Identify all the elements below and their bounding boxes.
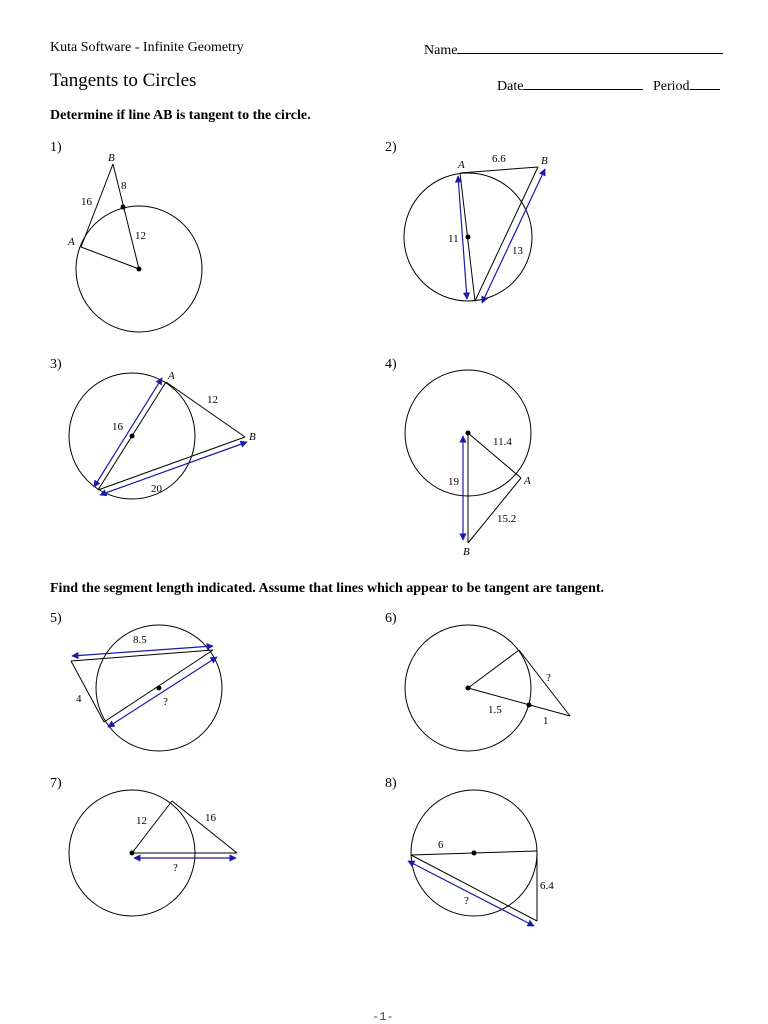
p3-label-b: B bbox=[249, 431, 256, 443]
p3-label-secant: 20 bbox=[151, 483, 162, 495]
page-title: Tangents to Circles bbox=[50, 70, 197, 91]
p2-label-diameter: 11 bbox=[448, 233, 459, 245]
p5-label-top: 8.5 bbox=[133, 634, 147, 646]
p8-label-unknown: ? bbox=[464, 895, 469, 907]
section2-instruction: Find the segment length indicated. Assume that lines which appear to be tangent are tangent. bbox=[50, 581, 605, 596]
problem-number-4: 4) bbox=[385, 357, 397, 372]
p2-label-ab: 6.6 bbox=[492, 153, 506, 165]
p1-label-ab: 16 bbox=[81, 196, 92, 208]
p1-label-b: B bbox=[108, 152, 115, 164]
p3-label-diameter: 16 bbox=[112, 421, 123, 433]
page-number: -1- bbox=[372, 1010, 394, 1024]
date-label: Date bbox=[497, 79, 524, 94]
problem-number-6: 6) bbox=[385, 611, 397, 626]
p1-label-b-to-circle: 8 bbox=[121, 180, 127, 192]
problem-number-1: 1) bbox=[50, 140, 62, 155]
p8-label-radius: 6 bbox=[438, 839, 444, 851]
p5-label-unknown: ? bbox=[163, 696, 168, 708]
p4-label-top: 11.4 bbox=[493, 436, 512, 448]
publisher-label: Kuta Software - Infinite Geometry bbox=[50, 40, 244, 55]
p3-label-a: A bbox=[168, 370, 175, 382]
problem-number-5: 5) bbox=[50, 611, 62, 626]
p4-label-ab: 15.2 bbox=[497, 513, 517, 525]
p8-label-outside: 6.4 bbox=[540, 880, 554, 892]
section1-instruction: Determine if line AB is tangent to the circle. bbox=[50, 108, 311, 123]
p5-label-left: 4 bbox=[76, 693, 82, 705]
p7-label-radius: 12 bbox=[136, 815, 147, 827]
problem-number-7: 7) bbox=[50, 776, 62, 791]
p1-label-a: A bbox=[68, 236, 75, 248]
p7-label-tangent: 16 bbox=[205, 812, 216, 824]
p4-label-vertical: 19 bbox=[448, 476, 459, 488]
p2-label-b-seg: 13 bbox=[512, 245, 523, 257]
problem-number-2: 2) bbox=[385, 140, 397, 155]
p4-label-a: A bbox=[524, 475, 531, 487]
p1-label-radius: 12 bbox=[135, 230, 146, 242]
p2-label-b: B bbox=[541, 155, 548, 167]
problem-number-8: 8) bbox=[385, 776, 397, 791]
name-label: Name bbox=[424, 43, 458, 58]
p6-label-radius: 1.5 bbox=[488, 704, 502, 716]
p8-center-point bbox=[472, 851, 477, 856]
p4-label-b: B bbox=[463, 546, 470, 558]
period-label: Period bbox=[653, 79, 690, 94]
p2-label-a: A bbox=[458, 159, 465, 171]
problem-number-3: 3) bbox=[50, 357, 62, 372]
p6-label-unknown: ? bbox=[546, 672, 551, 684]
p7-label-unknown: ? bbox=[173, 862, 178, 874]
p8-secant bbox=[411, 855, 537, 921]
p3-label-ab: 12 bbox=[207, 394, 218, 406]
p6-label-outside: 1 bbox=[543, 715, 549, 727]
